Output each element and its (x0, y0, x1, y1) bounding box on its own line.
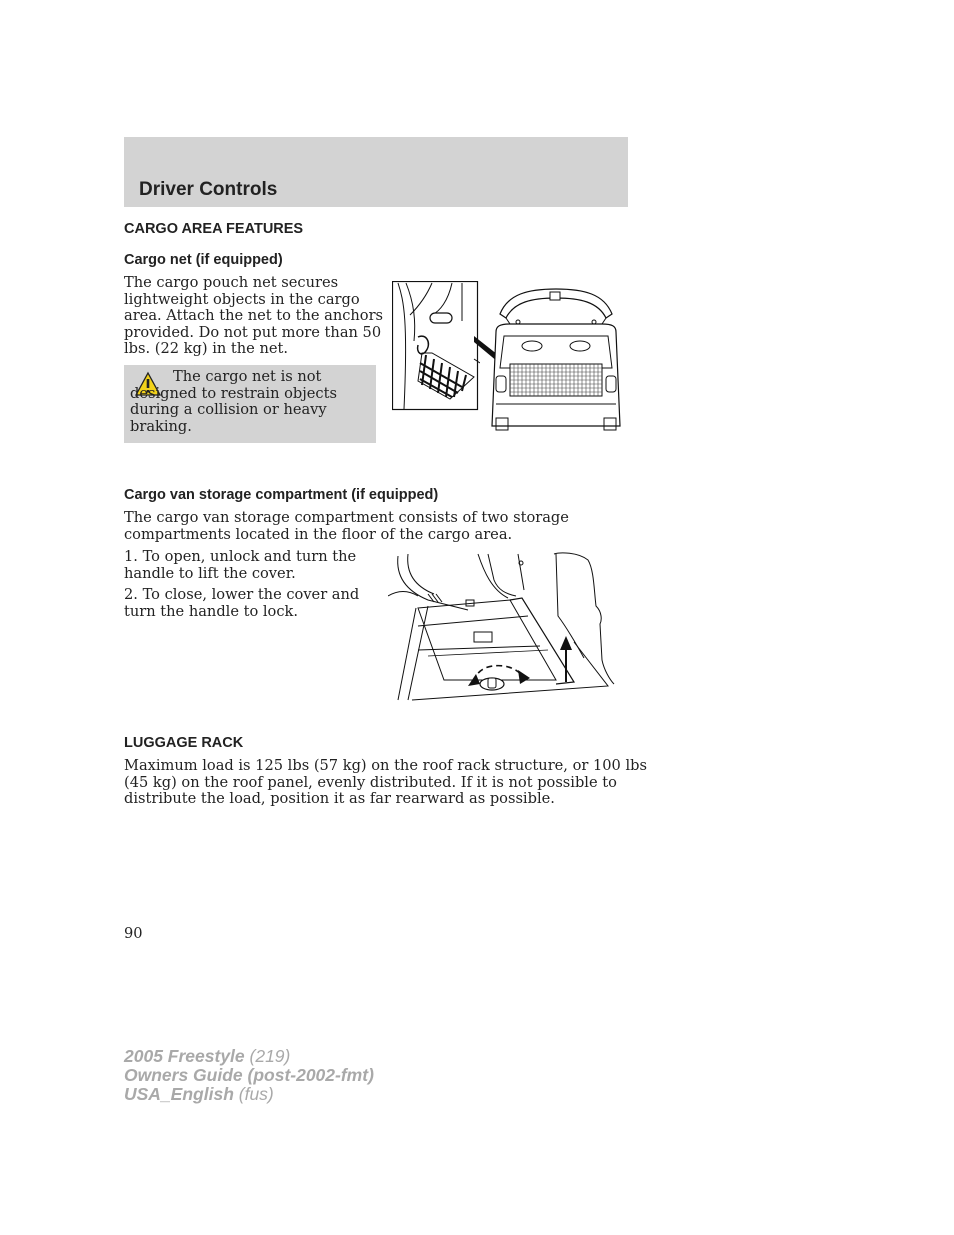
storage-compartment-illustration (388, 550, 616, 714)
document-footer (124, 1047, 374, 1104)
luggage-rack-heading: LUGGAGE RACK (124, 735, 244, 751)
footer-model: 2005 Freestyle (124, 1046, 245, 1066)
warning-text: The cargo net is not designed to restrain objects during a collision or heavy braking. (130, 368, 337, 435)
vehicle-rear-illustration (488, 286, 624, 432)
storage-step-2: 2. To close, lower the cover and turn the handle to lock. (124, 586, 360, 620)
luggage-rack-paragraph: Maximum load is 125 lbs (57 kg) on the roof rack structure, or 100 lbs (45 kg) on the roof panel, evenly distributed. If it is not possible to distribute the load, position it as far rearward as possible. (124, 757, 647, 807)
section-title: Driver Controls (139, 179, 278, 200)
cargo-net-heading: Cargo net (if equipped) (124, 252, 283, 268)
storage-step-1: 1. To open, unlock and turn the handle to lift the cover. (124, 548, 357, 582)
page-number: 90 (124, 925, 143, 942)
storage-intro-paragraph: The cargo van storage compartment consists of two storage compartments located in the floor of the cargo area. (124, 509, 569, 543)
footer-guide: Owners Guide (post-2002-fmt) (124, 1065, 374, 1085)
warning-box (124, 365, 376, 443)
section-header-band (124, 137, 628, 207)
storage-compartment-heading: Cargo van storage compartment (if equipped) (124, 487, 439, 503)
footer-model-code: (219) (244, 1046, 291, 1066)
footer-language-code: (fus) (233, 1084, 274, 1104)
cargo-net-anchor-illustration (392, 281, 480, 411)
cargo-net-paragraph: The cargo pouch net secures lightweight objects in the cargo area. Attach the net to the anchors provided. Do not put more than 50 lbs. (22 kg) in the net. (124, 274, 384, 357)
footer-language: USA_English (124, 1084, 234, 1104)
cargo-area-heading: CARGO AREA FEATURES (124, 221, 304, 237)
